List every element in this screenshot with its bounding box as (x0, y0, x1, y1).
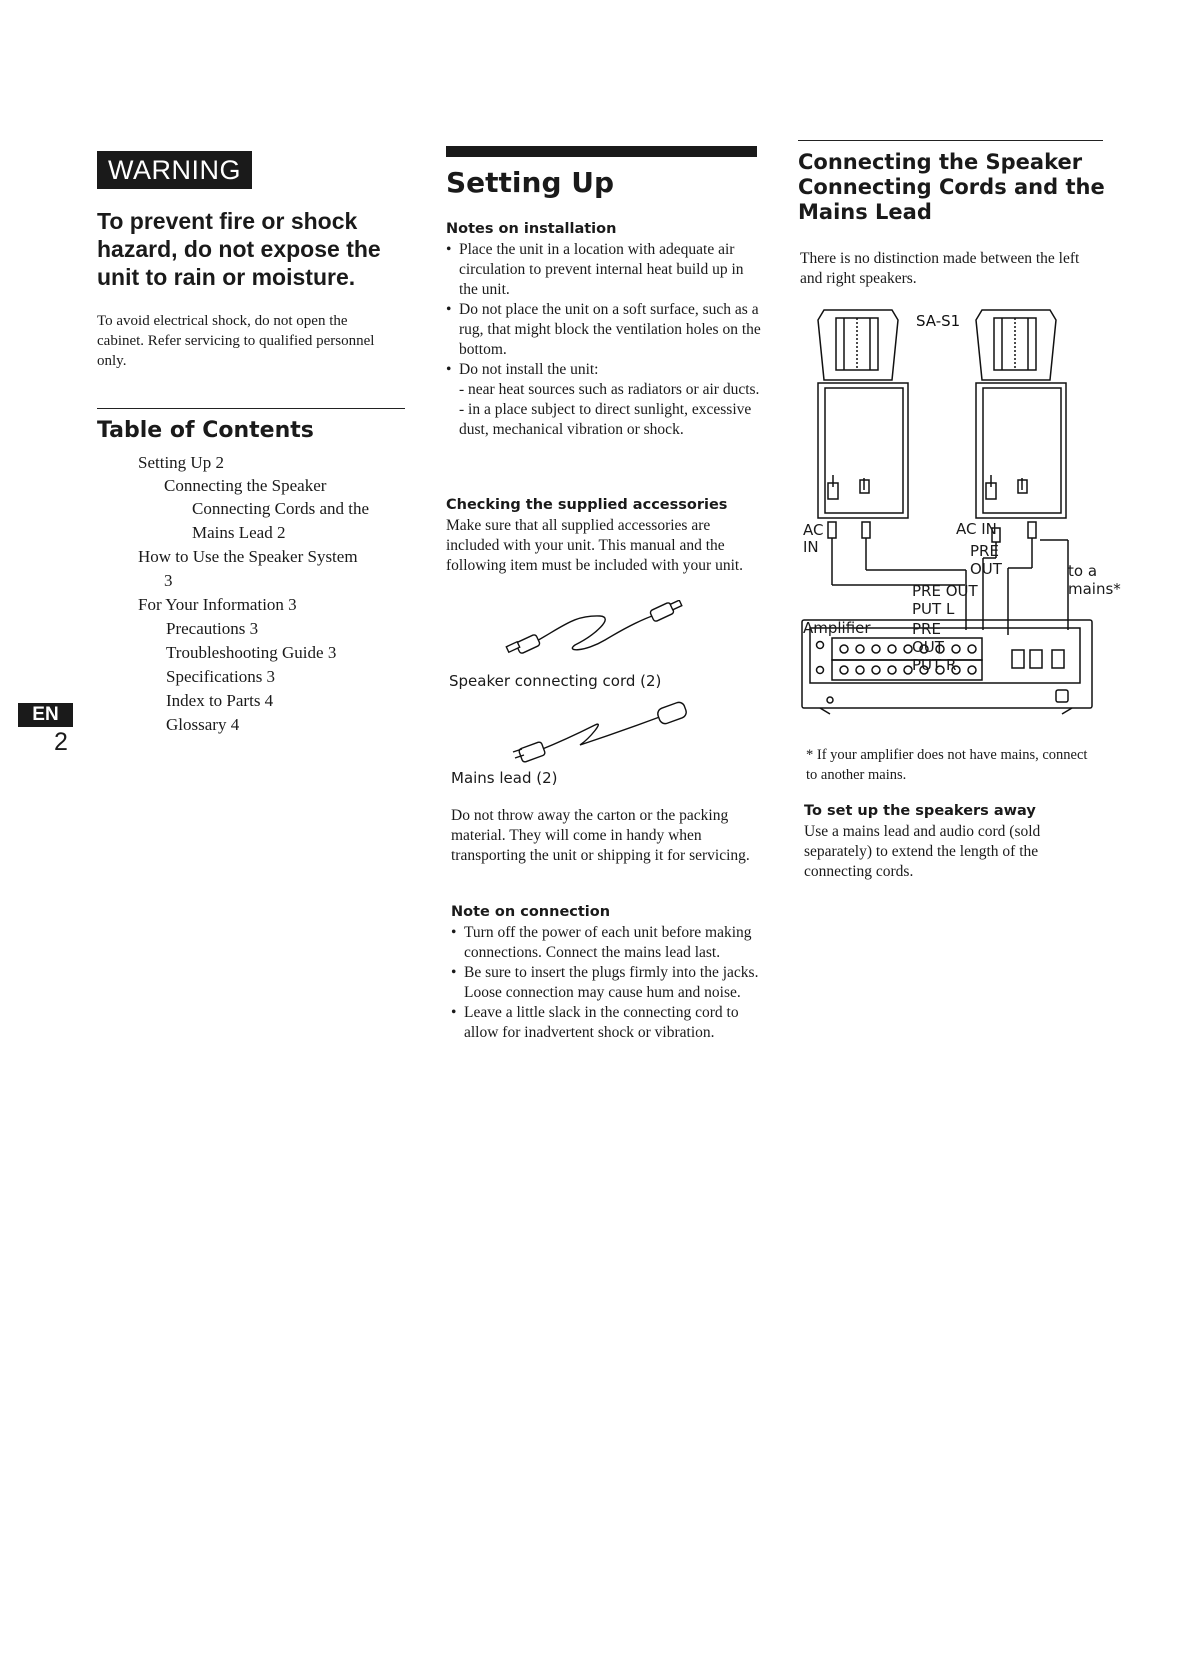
toc-item[interactable]: Precautions 3 (166, 619, 259, 638)
toc-item[interactable]: Troubleshooting Guide 3 (166, 643, 337, 662)
connection-note: • Leave a little slack in the connecting cord to allow for inadvertent shock or vibration. (451, 1003, 767, 1043)
toc-item[interactable]: Glossary 4 (166, 715, 240, 734)
pre-out-put-l-label: PRE OUT PUT L (912, 582, 978, 618)
model-label: SA-S1 (916, 312, 961, 330)
toc-item[interactable]: Index to Parts 4 (166, 691, 274, 710)
away-text: Use a mains lead and audio cord (sold separately) to extend the length of the connecting cords. (804, 823, 1041, 880)
installation-notes (446, 240, 766, 440)
toc-item[interactable]: Connecting the Speaker (164, 476, 327, 495)
section-bar (446, 146, 757, 157)
warning-badge: WARNING (97, 151, 252, 189)
ac-in-left-label: AC IN (803, 521, 824, 556)
connecting-title: Connecting the Speaker Connecting Cords and the Mains Lead (798, 150, 1105, 224)
amplifier-label: Amplifier (803, 619, 871, 637)
speaker-cord-caption: Speaker connecting cord (2) (449, 672, 662, 690)
right-speaker-icon (976, 310, 1066, 518)
away-heading: To set up the speakers away (804, 803, 1036, 819)
note-subitem: - near heat sources such as radiators or air ducts. (459, 381, 760, 398)
toc-item[interactable]: Mains Lead 2 (192, 523, 286, 542)
connection-heading: Note on connection (451, 904, 611, 920)
connection-notes (451, 923, 767, 1043)
pre-out-put-r-label: PRE OUT PUT R (912, 620, 957, 674)
connection-note: • Be sure to insert the plugs firmly into the jacks. Loose connection may cause hum and noise. (451, 963, 767, 1003)
connection-note: • Turn off the power of each unit before making connections. Connect the mains lead last. (451, 923, 767, 963)
toc-item[interactable]: Connecting Cords and the (192, 499, 370, 518)
footnote: * If your amplifier does not have mains, connect to another mains. (806, 747, 1088, 783)
toc-title: Table of Contents (97, 418, 314, 443)
toc-item[interactable]: Specifications 3 (166, 667, 276, 686)
section-title: Setting Up (446, 166, 615, 199)
language-badge: EN (18, 703, 73, 727)
toc-item[interactable]: Setting Up 2 (138, 453, 224, 472)
to-a-mains-label: to a mains* (1068, 562, 1121, 598)
pre-out-right-label: PRE OUT (970, 542, 1002, 578)
connecting-intro: There is no distinction made between the left and right speakers. (800, 250, 1080, 287)
page-number: 2 (54, 728, 68, 756)
ac-in-right-label: AC IN (956, 520, 997, 538)
section-rule (798, 140, 1103, 141)
warning-text: To avoid electrical shock, do not open the cabinet. Refer servicing to qualified personnel only. (97, 313, 375, 369)
note-item: • Do not install the unit: (446, 360, 766, 380)
speaker-cord-illustration (505, 600, 685, 660)
mains-lead-caption: Mains lead (2) (451, 769, 558, 787)
toc-item[interactable]: 3 (164, 571, 173, 590)
toc-item[interactable]: How to Use the Speaker System (138, 547, 358, 566)
toc-rule (97, 408, 405, 409)
mains-lead-illustration (510, 700, 695, 770)
carton-text: Do not throw away the carton or the packing material. They will come in handy when transporting the unit or shipping it for servicing. (451, 807, 750, 864)
note-subitem: - in a place subject to direct sunlight, excessive dust, mechanical vibration or shock. (459, 401, 752, 438)
notes-heading: Notes on installation (446, 221, 617, 237)
note-item: • Place the unit in a location with adequate air circulation to prevent internal heat build up in the unit. (446, 240, 766, 300)
accessories-heading: Checking the supplied accessories (446, 497, 728, 513)
warning-heading: To prevent fire or shock hazard, do not expose the unit to rain or moisture. (97, 208, 381, 290)
left-speaker-icon (818, 310, 908, 518)
toc-item[interactable]: For Your Information 3 (138, 595, 297, 614)
note-item: • Do not place the unit on a soft surface, such as a rug, that might block the ventilation holes on the bottom. (446, 300, 766, 360)
accessories-text: Make sure that all supplied accessories are included with your unit. This manual and the following item must be included with your unit. (446, 517, 744, 574)
